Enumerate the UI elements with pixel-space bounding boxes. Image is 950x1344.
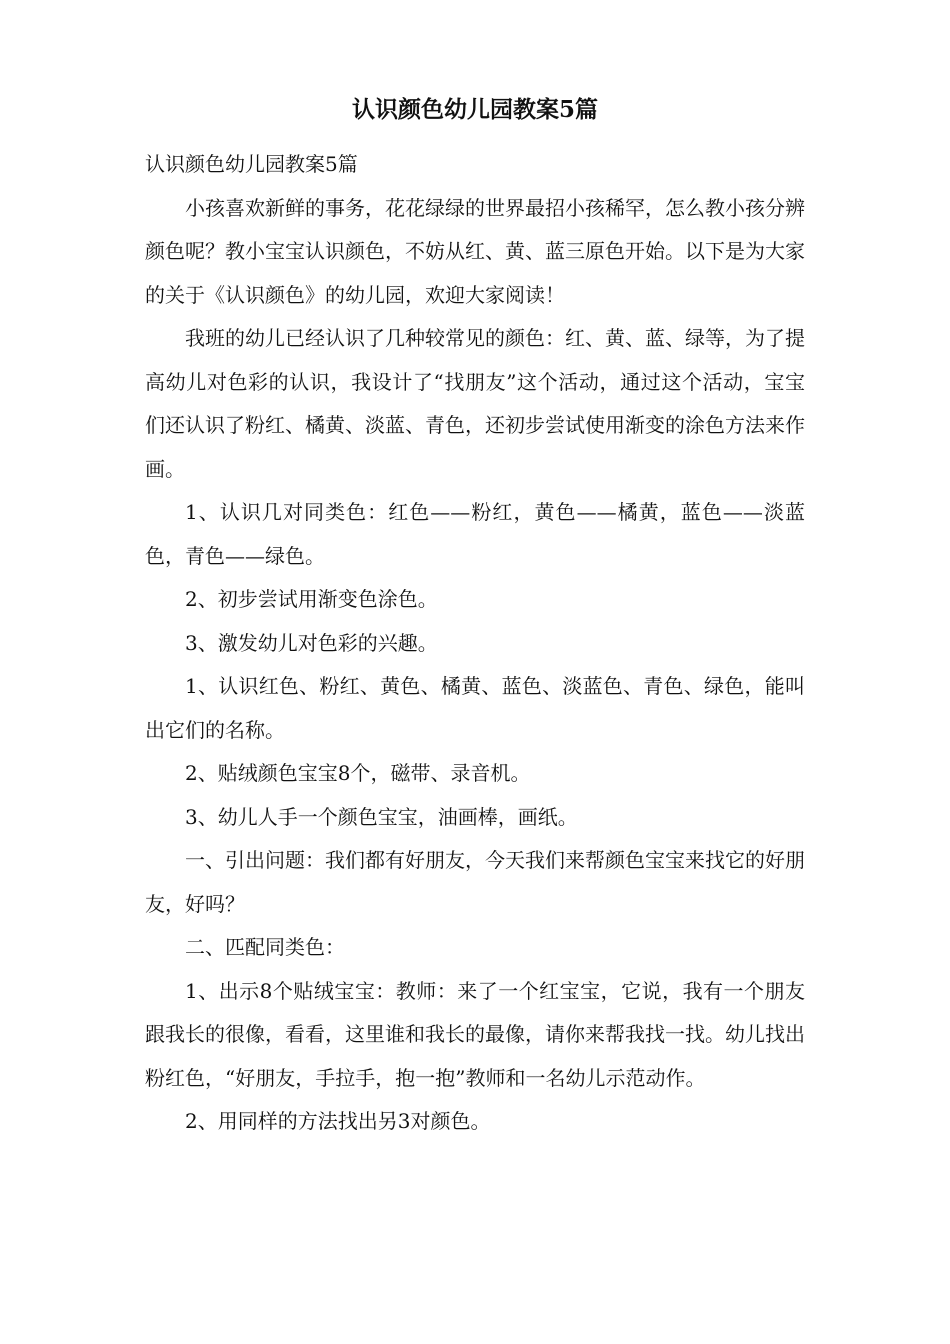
intro-paragraph: 小孩喜欢新鲜的事务，花花绿绿的世界最招小孩稀罕，怎么教小孩分辨颜色呢？教小宝宝认识颜色，不妨从红、黄、蓝三原色开始。以下是为大家的关于《认识颜色》的幼儿园，欢迎大家阅读！ xyxy=(145,195,805,307)
document-body xyxy=(145,143,805,1144)
goal-item-3: 3、激发幼儿对色彩的兴趣。 xyxy=(185,630,438,655)
process-step-1: 一、引出问题：我们都有好朋友，今天我们来帮颜色宝宝来找它的好朋友，好吗？ xyxy=(145,848,805,916)
process-step-2-heading: 二、匹配同类色： xyxy=(185,935,345,959)
prep-item-1: 1、认识红色、粉红、黄色、橘黄、蓝色、淡蓝色、青色、绿色，能叫出它们的名称。 xyxy=(145,674,805,742)
prep-item-2: 2、贴绒颜色宝宝8个，磁带、录音机。 xyxy=(185,761,531,785)
process-step-2-item-1: 1、出示8个贴绒宝宝：教师：来了一个红宝宝，它说，我有一个朋友跟我长的很像，看看，这里谁和我长的最像，请你来帮我找一找。幼儿找出粉红色，“好朋友，手拉手，抱一抱”教师和一名幼儿示范动作。 xyxy=(145,978,805,1090)
document-title: 认识颜色幼儿园教案5篇 xyxy=(351,96,598,123)
goal-item-1: 1、认识几对同类色：红色——粉红，黄色——橘黄，蓝色——淡蓝色，青色——绿色。 xyxy=(145,500,805,568)
background-paragraph: 我班的幼儿已经认识了几种较常见的颜色：红、黄、蓝、绿等，为了提高幼儿对色彩的认识，我设计了“找朋友”这个活动，通过这个活动，宝宝们还认识了粉红、橘黄、淡蓝、青色，还初步尝试使用渐变的涂色方法来作画。 xyxy=(145,326,805,481)
goal-item-2: 2、初步尝试用渐变色涂色。 xyxy=(185,587,438,611)
process-step-2-item-2: 2、用同样的方法找出另3对颜色。 xyxy=(185,1109,491,1133)
subtitle-paragraph: 认识颜色幼儿园教案5篇 xyxy=(145,152,358,176)
prep-item-3: 3、幼儿人手一个颜色宝宝，油画棒，画纸。 xyxy=(185,804,578,829)
